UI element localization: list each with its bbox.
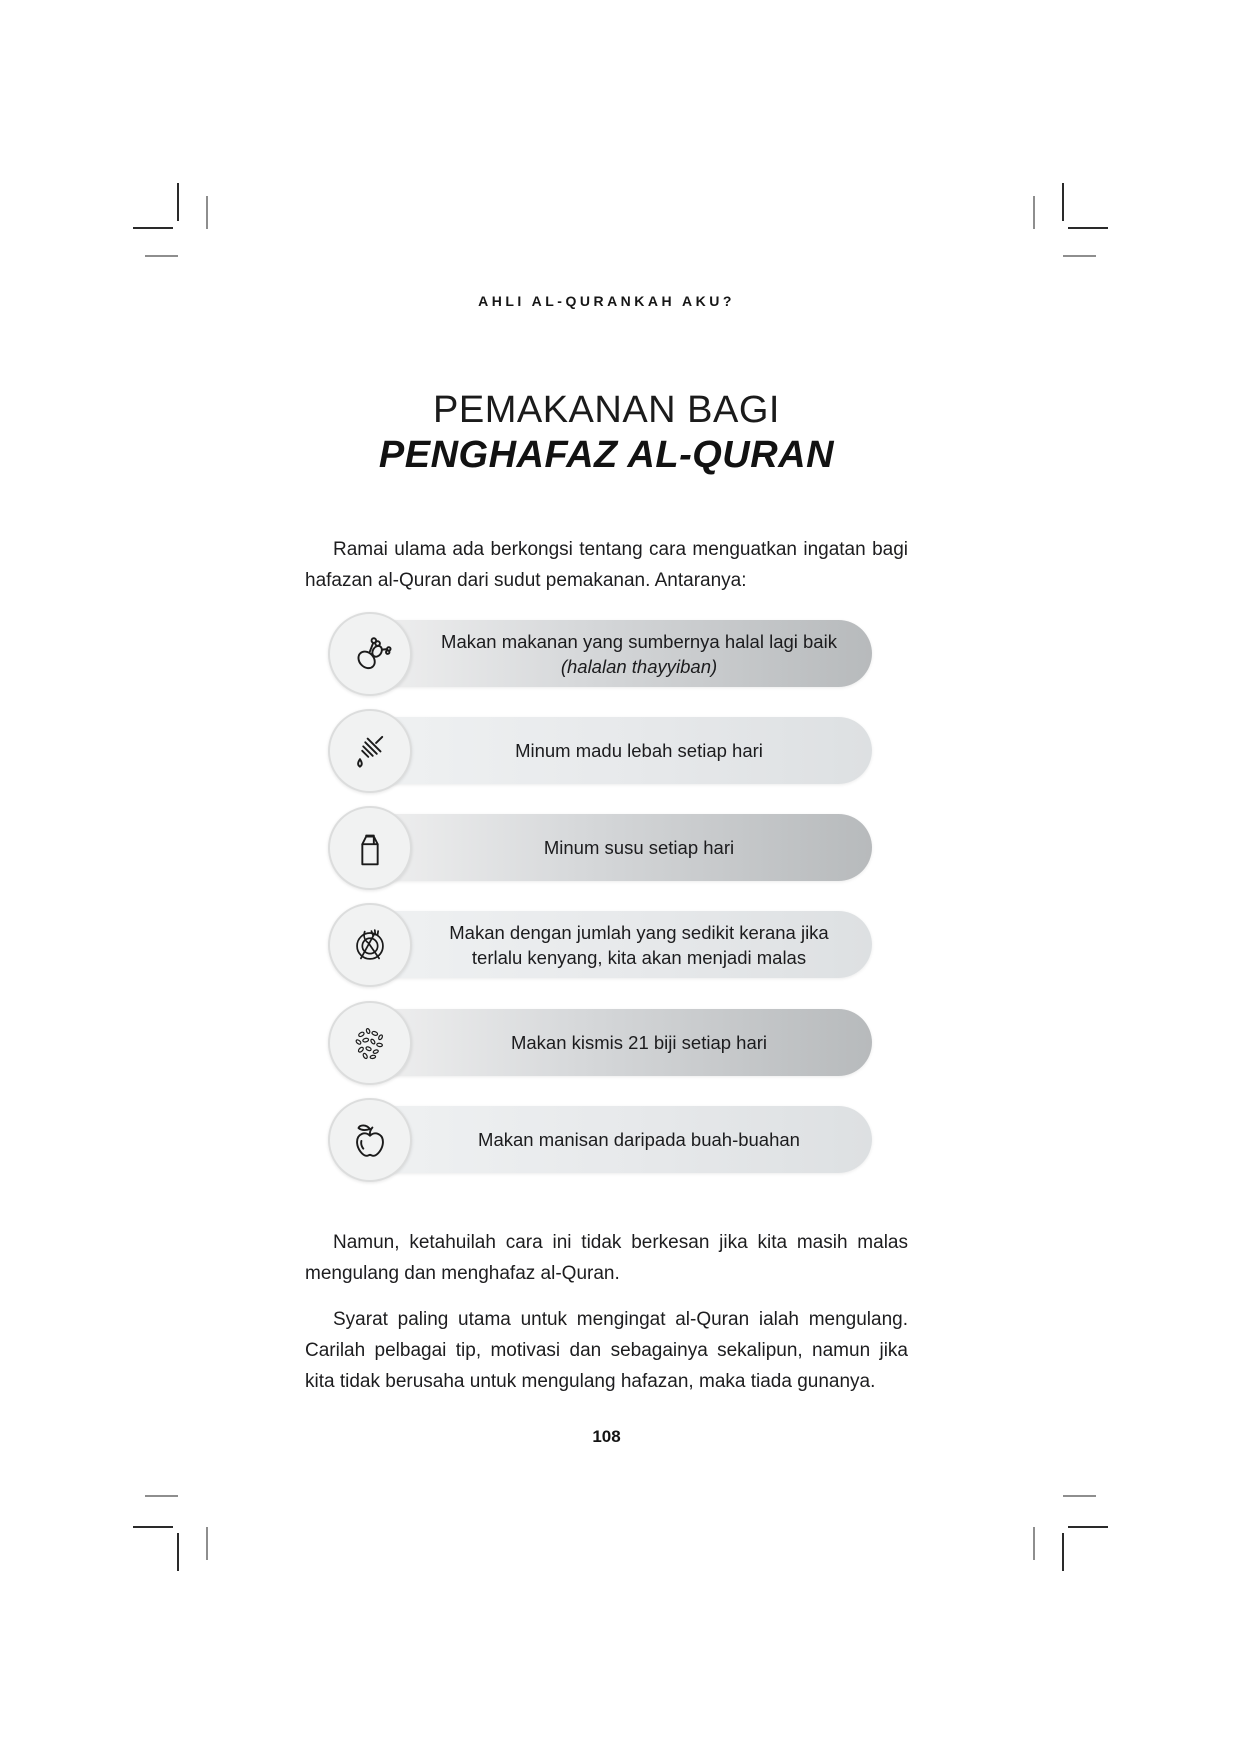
crop-mark (133, 1526, 173, 1528)
tip-text: Makan dengan jumlah yang sedikit kerana jika terlalu kenyang, kita akan menjadi malas (449, 921, 829, 968)
tip-bar (342, 814, 872, 881)
tip-item (328, 709, 872, 793)
crop-mark (1068, 227, 1108, 229)
crop-mark (1068, 1526, 1108, 1528)
tip-item (328, 1001, 872, 1085)
tip-item (328, 806, 872, 890)
crop-mark (177, 1533, 179, 1571)
crop-mark (1063, 1495, 1096, 1497)
tip-text: Makan kismis 21 biji setiap hari (510, 1032, 768, 1053)
closing-paragraph: Syarat paling utama untuk mengingat al-Quran ialah mengulang. Carilah pelbagai tip, motivasi dan sebagainya sekalipun, namun jika kita tidak berusaha untuk mengulang hafazan, maka tiada gunanya. (305, 1309, 908, 1392)
tip-bar (342, 1106, 872, 1173)
tip-text: Minum madu lebah setiap hari (515, 740, 763, 761)
crop-mark (1062, 183, 1064, 221)
tip-text: Makan manisan daripada buah-buahan (478, 1129, 800, 1150)
crop-mark (206, 196, 208, 229)
tip-text: Makan makanan yang sumbernya halal lagi baik (441, 630, 837, 652)
page-number: 108 (592, 1427, 621, 1446)
apple-icon (328, 1098, 412, 1182)
tip-bar (342, 620, 872, 687)
tip-bar (342, 717, 872, 784)
raisins-icon (328, 1001, 412, 1085)
plate-cutlery-icon (328, 903, 412, 987)
crop-mark (133, 227, 173, 229)
crop-mark (145, 255, 178, 257)
drumstick-icon (328, 612, 412, 696)
page-title-line2: PENGHAFAZ AL-QURAN (378, 434, 835, 476)
crop-mark (1062, 1533, 1064, 1571)
milk-carton-icon (328, 806, 412, 890)
crop-mark (177, 183, 179, 221)
tip-subtext: (halalan thayyiban) (560, 655, 718, 677)
chapter-title (270, 388, 943, 478)
tip-item (328, 903, 872, 987)
tip-bar (342, 911, 872, 978)
honey-dipper-icon (328, 709, 412, 793)
crop-mark (1033, 1527, 1035, 1560)
crop-mark (145, 1495, 178, 1497)
intro-paragraph: Ramai ulama ada berkongsi tentang cara menguatkan ingatan bagi hafazan al-Quran dari sudut pemakanan. Antaranya: (305, 539, 908, 591)
running-header: AHLI AL-QURANKAH AKU? (478, 293, 735, 309)
tip-bar (342, 1009, 872, 1076)
tip-text: Minum susu setiap hari (543, 837, 735, 858)
tip-item (328, 612, 872, 696)
crop-mark (206, 1527, 208, 1560)
crop-mark (1063, 255, 1096, 257)
tip-item (328, 1098, 872, 1182)
closing-paragraph: Namun, ketahuilah cara ini tidak berkesan jika kita masih malas mengulang dan menghafaz al-Quran. (305, 1232, 908, 1284)
crop-mark (1033, 196, 1035, 229)
page-title-line1: PEMAKANAN BAGI (433, 389, 780, 431)
